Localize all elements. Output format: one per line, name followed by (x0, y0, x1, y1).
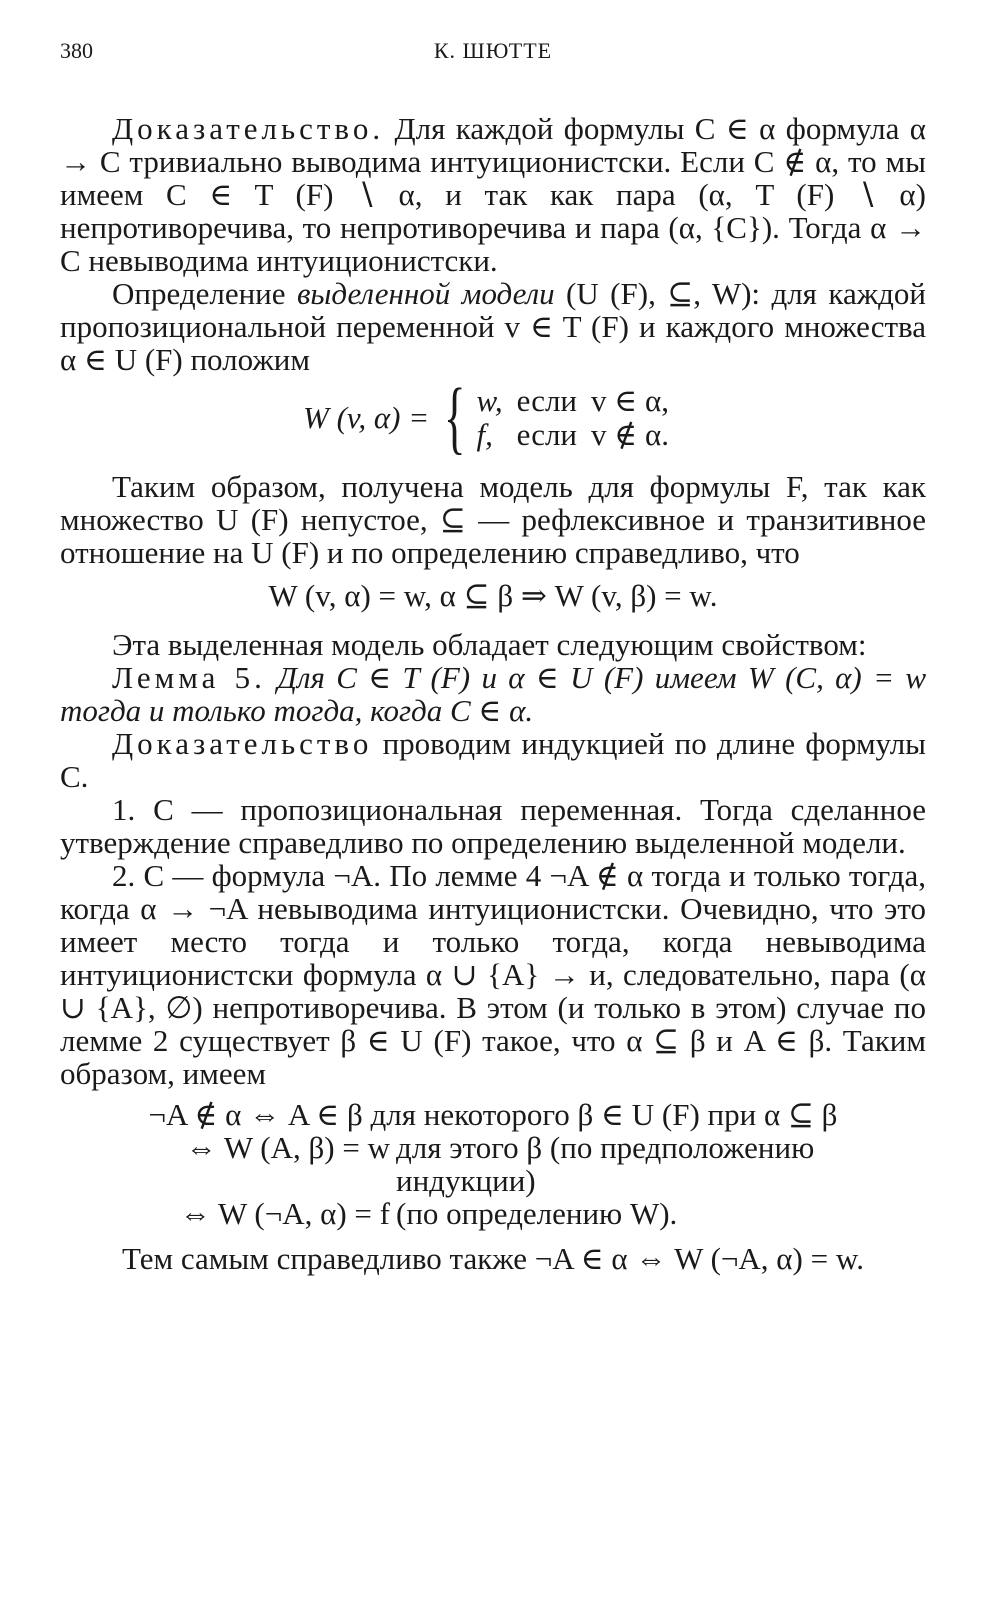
case-row (477, 417, 683, 451)
cases-table (477, 383, 683, 451)
paragraph-property: Эта выделенная модель обладает следующим свойством: (112, 627, 867, 662)
proof-lead: Доказательство (112, 726, 373, 761)
case-row (477, 383, 683, 417)
case-condition: v ∈ α, (591, 382, 669, 418)
definition-term: выделенной модели (296, 276, 555, 311)
paragraph-model: Таким образом, получена модель для формулы F, так как множество U (F) непустое, ⊆ — рефлексивное и транзитивное отношение на U (F) и по определению справедливо, что (60, 469, 926, 570)
chain-left: ⇔ W (¬A, α) = f (179, 1196, 390, 1231)
definition-text: (U (F), ⊆, W): для каждой пропозициональной переменной v ∈ T (F) и каждого множества α ∈ U (F) положим (60, 276, 926, 377)
case-word: если (516, 416, 578, 452)
chain-first-line: ¬A ∉ α ⇔ A ∈ β для некоторого β ∈ U (F) при α ⊆ β (148, 1097, 838, 1132)
definition-lead: Определение (112, 276, 297, 311)
proof-text: проводим индукцией по длине формулы C. (60, 726, 926, 794)
chain-right: (по определению W). (396, 1196, 678, 1231)
page (60, 34, 926, 1275)
paragraph-case-2: 2. C — формула ¬A. По лемме 4 ¬A ∉ α тогда и только тогда, когда α → ¬A невыводима интуиционистски. Очевидно, что это имеет место тогда и только тогда, когда невыводима интуиционистски формула α ∪ {A} → и, следовательно, пара (α ∪ {A}, ∅) непротиворечива. В этом (и только в этом) случае по лемме 2 существует β ∈ U (F) такое, что α ⊆ β и A ∈ β. Таким образом, имеем (60, 858, 926, 1091)
paragraph-case-1: 1. C — пропозициональная переменная. Тогда сделанное утверждение справедливо по определению выделенной модели. (60, 792, 926, 860)
brace: { (444, 371, 466, 462)
case-value: f, (476, 416, 493, 452)
proof-text: Для каждой формулы C ∈ α формула α → C тривиально выводима интуиционистски. Если C ∉ α, то мы имеем C ∈ T (F) ∖ α, и так как пара (α, T (F) ∖ α) непротиворечива, то непротиворечива и пара (α, {C}). Тогда α → C невыводима интуиционистски. (60, 111, 926, 278)
paragraph-proof-1 (60, 112, 926, 277)
chain-left: ⇔ W (A, β) = w (185, 1130, 390, 1165)
case-condition: v ∉ α. (591, 416, 669, 452)
page-number: 380 (60, 38, 93, 63)
definition-formula (60, 371, 926, 462)
lemma-text: Для C ∈ T (F) и α ∈ U (F) имеем W (C, α) = w тогда и только тогда, когда C ∈ α. (60, 660, 926, 728)
page-header (60, 34, 926, 64)
case-word: если (516, 382, 578, 418)
paragraph-definition (60, 277, 926, 376)
case-value: w, (476, 382, 503, 418)
chain-row (60, 1131, 926, 1197)
running-title: К. ШЮТТЕ (433, 38, 553, 63)
equivalence-chain (60, 1098, 926, 1230)
proof-lead: Доказательство. (112, 111, 385, 146)
paragraph-conclusion: Тем самым справедливо также ¬A ∈ α ⇔ W (¬A, α) = w. (122, 1241, 864, 1276)
paragraph-proof-2 (60, 727, 926, 793)
formula-lhs: W (v, α) = (303, 399, 430, 435)
chain-right: для этого β (по предположению индукции) (396, 1130, 815, 1198)
paragraph-lemma (60, 661, 926, 727)
lemma-lead: Лемма 5. (112, 660, 266, 695)
equation-monotone: W (v, α) = w, α ⊆ β ⇒ W (v, β) = w. (268, 578, 718, 613)
chain-row (60, 1197, 926, 1230)
